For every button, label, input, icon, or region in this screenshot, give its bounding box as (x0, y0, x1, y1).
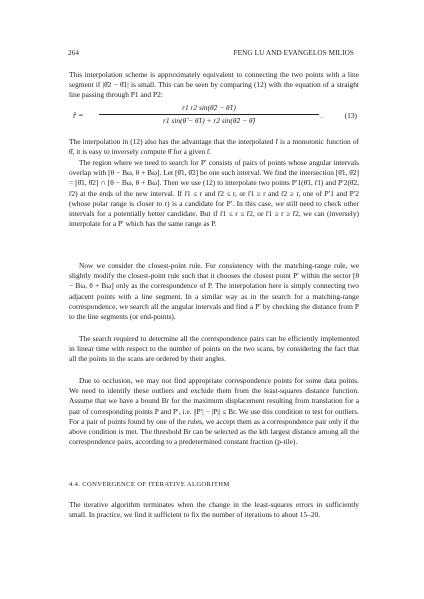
paragraph-2: The interpolation in (12) also has the advantage that the interpolated r̂ is a monotonic function of θ̂, it is easy to inversely compute θ̂ for a given r̂. (69, 137, 359, 157)
paragraph-6: Due to occlusion, we may not find appropriate correspondence points for some data points. We need to identify these outliers and exclude them from the least-squares distance function. Assume that we have a bound Br for the maximum displacement resulting from translation for a pair of corresponding points P and P′, i.e. ||P′| − |P|| ≤ Br. We use this condition to test for outliers. For a pair of points found by one of the rules, we accept them as a correspondence pair only if the above condition is met. The threshold Br can be selected as the kth largest distance among all the correspondence pairs, according to a predetermined constant fraction (p-tile). (69, 376, 359, 447)
equation-lhs: r̂ = (73, 111, 84, 120)
fraction-bar (99, 114, 319, 115)
paragraph-7: The iterative algorithm terminates when the change in the least-squares errors in sufficiently small. In practice, we find it sufficient to fix the number of iterations to about 15–20. (69, 500, 359, 520)
paragraph-3: The region where we need to search for P′ consists of pairs of points whose angular intervals overlap with [θ − Bω, θ + Bω]. Let [θ̂1, θ̂2] be one such interval. We find the intersection [θ̄1, θ̄2] = [θ̂1, θ̂2] ∩ [θ − Bω, θ + Bω]. Then we use (12) to interpolate two points P′1(θ̄1, r̄1) and P′2(θ̄2, r̄2) at the ends of the new interval. If r̄1 ≤ r and r̄2 ≤ r, or r̄1 ≥ r and r̄2 ≥ r, one of P′1 and P′2 (whose polar range is closer to r) is a candidate for P′. In this case, we still need to check other intervals for a potentially better candidate. But if r̄1 ≤ r ≤ r̄2, or r̄1 ≥ r ≥ r̄2, we can (inversely) interpolate for a P′ which has the same range as P. (69, 158, 359, 229)
paragraph-4: Now we consider the closest-point rule. For consistency with the matching-range rule, we slightly modify the closest-point rule such that it chooses the closest point P′ within the sector [θ − Bω, θ + Bω] only as the correspondence of P. The interpolation here is simply connecting two adjacent points with a line segment. In a similar way as in the search for a matching-range correspondence, we search all the angular intervals and find a P′ by checking the distance from P to the line segments (or end-points). (69, 261, 359, 322)
page-number: 264 (68, 49, 80, 57)
section-heading: 4.4. CONVERGENCE OF ITERATIVE ALGORITHM (69, 481, 230, 488)
equation-number: (13) (344, 111, 357, 120)
equation-denominator: r1 sin(θ̂ − θ̂1) + r2 sin(θ̂2 − θ̂) (163, 116, 255, 125)
equation-13 (69, 103, 359, 129)
equation-period: . (321, 111, 323, 120)
page-header (68, 49, 354, 57)
equation-fraction (99, 103, 319, 126)
paragraph-5: The search required to determine all the correspondence pairs can be efficiently implemented in linear time with respect to the number of points on the two scans, by considering the fact that all the points in the scans are ordered by their angles. (69, 334, 359, 364)
paragraph-1: This interpolation scheme is approximately equivalent to connecting the two points with a line segment if |θ̂2 − θ̂1| is small. This can be seen by comparing (12) with the equation of a straight line passing through P1 and P2: (69, 70, 359, 100)
running-head: FENG LU AND EVANGELOS MILIOS (233, 49, 354, 57)
equation-numerator: r1 r2 sin(θ̂2 − θ̂1) (182, 103, 236, 112)
